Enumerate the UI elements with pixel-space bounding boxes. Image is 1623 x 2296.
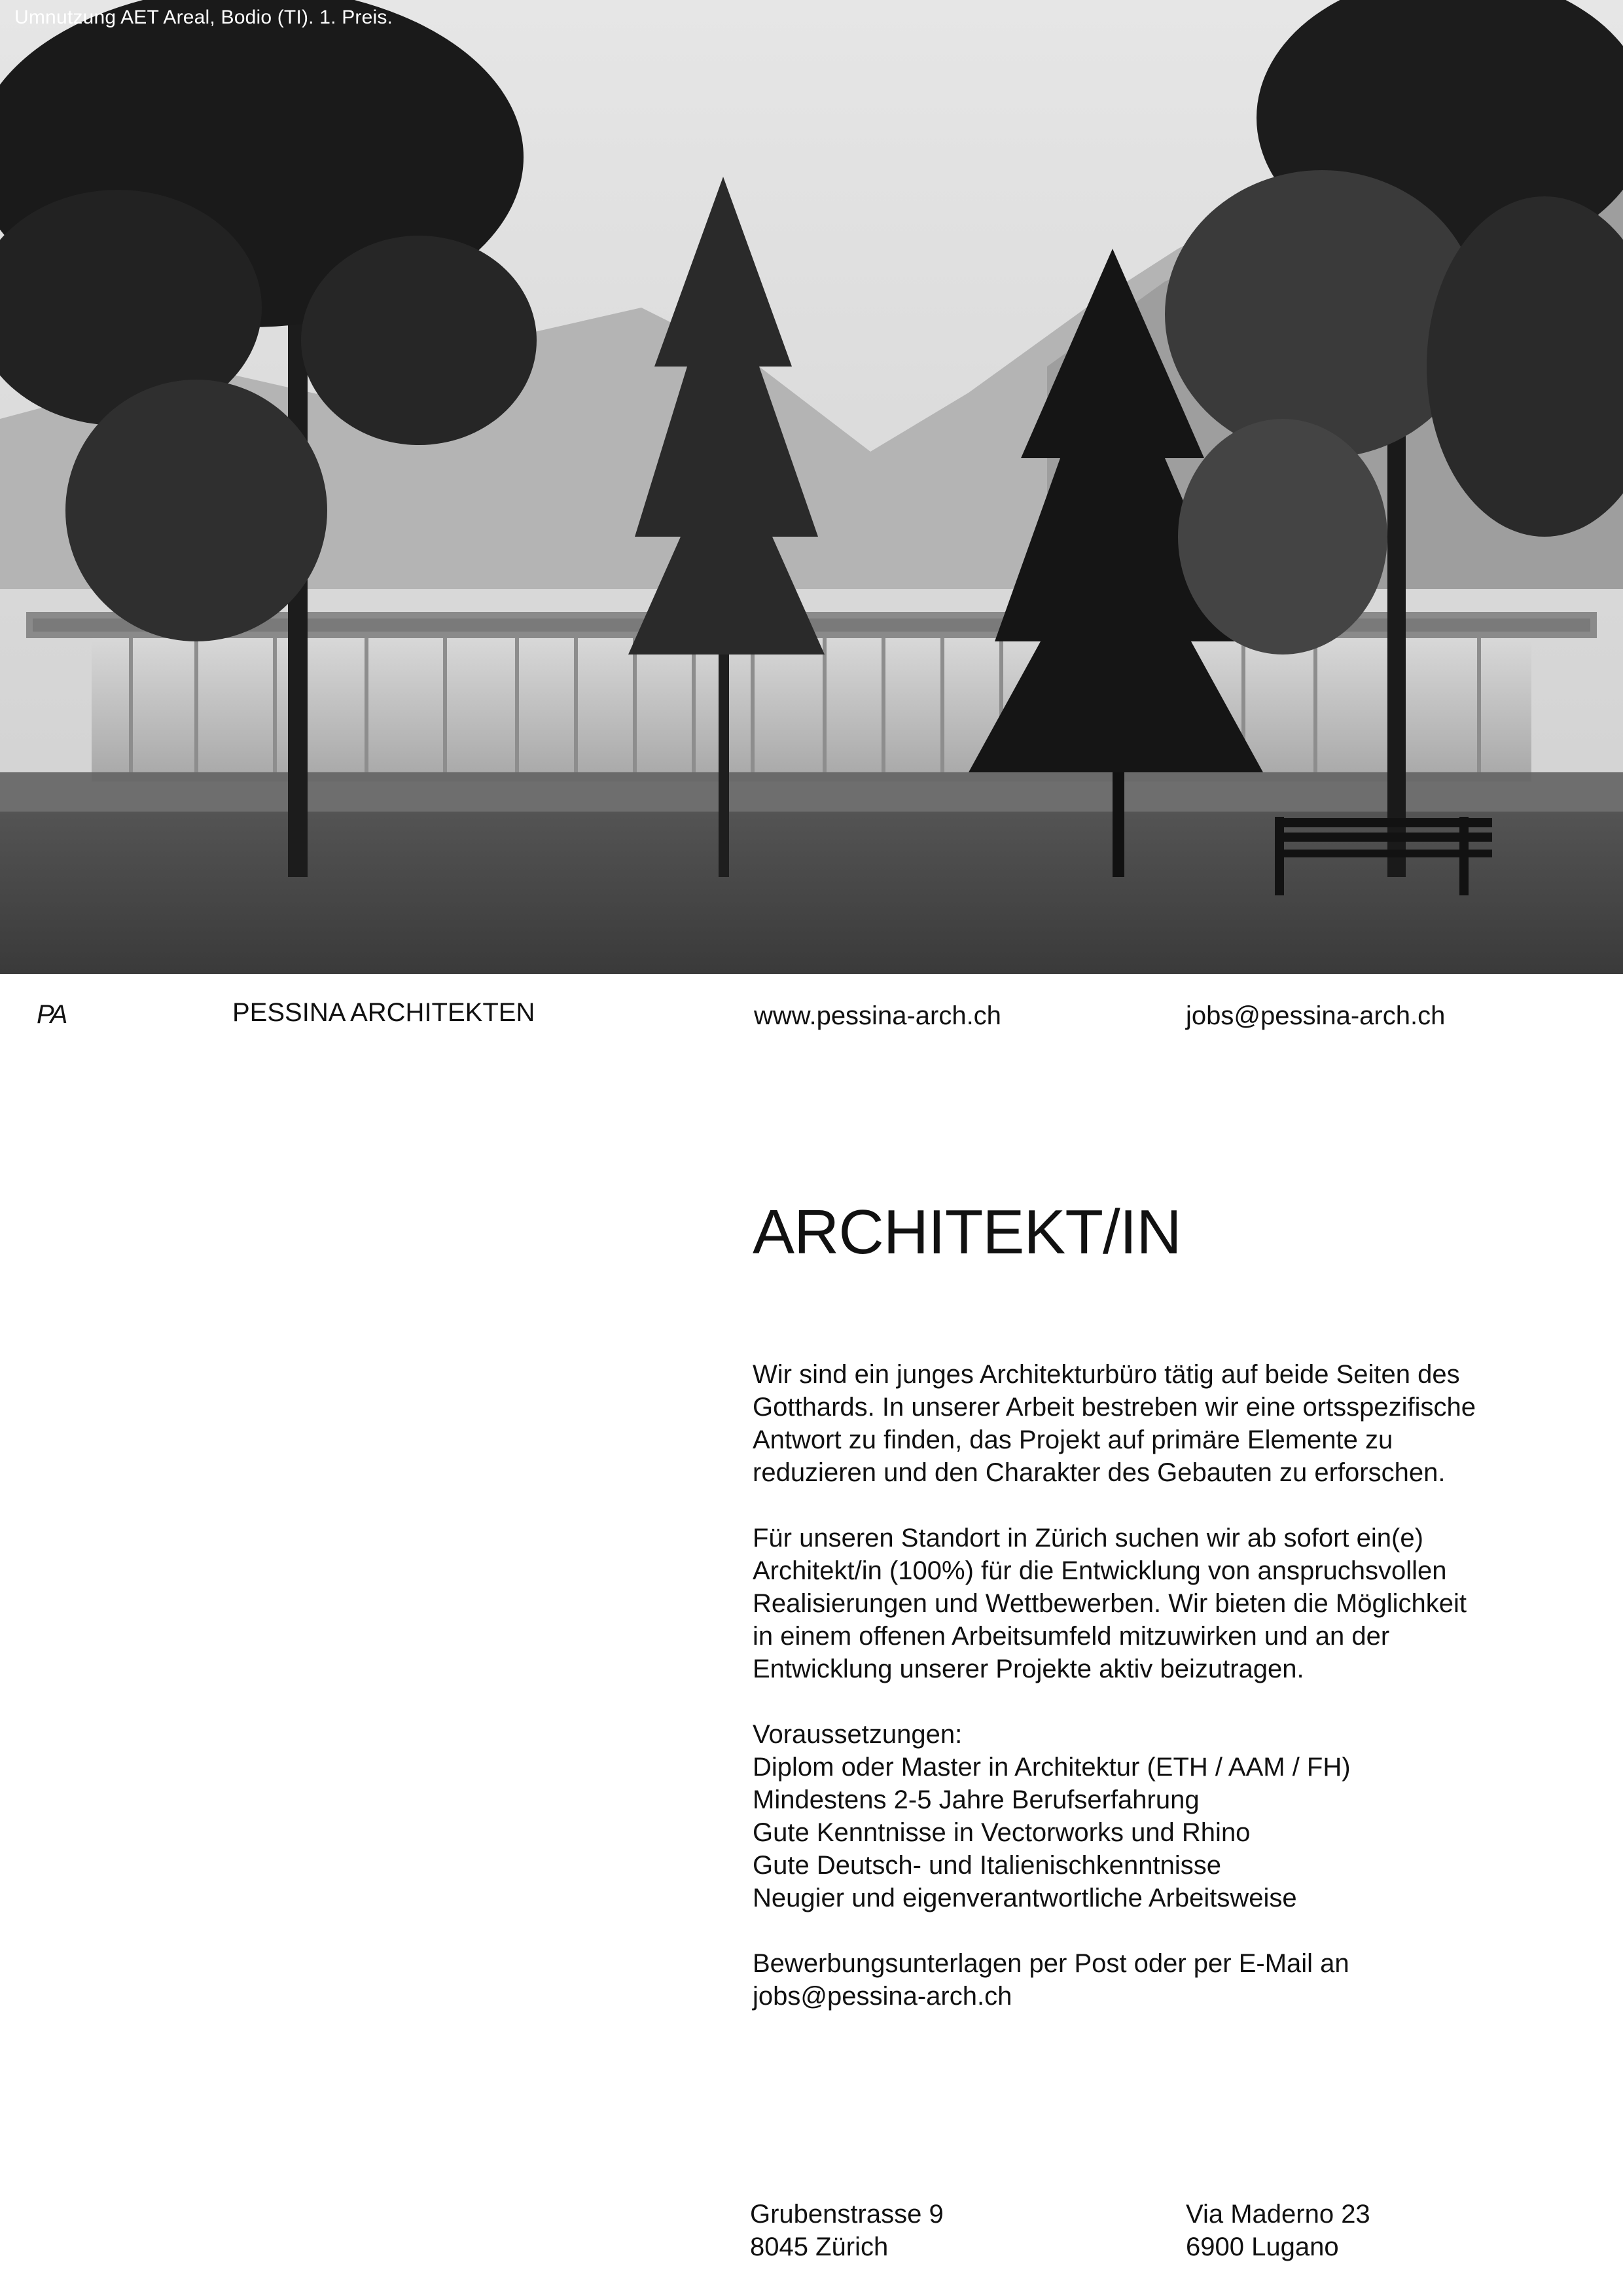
website-link[interactable]: www.pessina-arch.ch <box>754 1001 1001 1030</box>
hero-illustration <box>0 0 1623 974</box>
image-caption: Umnutzung AET Areal, Bodio (TI). 1. Preis. <box>14 7 393 28</box>
address-lugano <box>1186 2198 1370 2263</box>
job-description <box>753 1358 1479 2045</box>
requirement-item: Neugier und eigenverantwortliche Arbeitsweise <box>753 1884 1297 1912</box>
application-block <box>753 1947 1479 2013</box>
address-zurich <box>750 2198 944 2263</box>
requirement-item: Gute Deutsch- und Italienischkenntnisse <box>753 1851 1221 1880</box>
logo: PA <box>37 1000 66 1029</box>
requirement-item: Diplom oder Master in Architektur (ETH / AAM / FH) <box>753 1753 1351 1782</box>
job-title: ARCHITEKT/IN <box>753 1197 1181 1267</box>
requirement-item: Mindestens 2-5 Jahre Berufserfahrung <box>753 1785 1200 1814</box>
address-lugano-street: Via Maderno 23 <box>1186 2200 1370 2229</box>
address-lugano-city: 6900 Lugano <box>1186 2233 1339 2261</box>
firm-name: PESSINA ARCHITEKTEN <box>232 998 535 1027</box>
address-zurich-city: 8045 Zürich <box>750 2233 889 2261</box>
requirement-item: Gute Kenntnisse in Vectorworks und Rhino <box>753 1818 1251 1847</box>
requirements-heading: Voraussetzungen: <box>753 1720 963 1749</box>
requirements-block <box>753 1718 1479 1914</box>
application-email-link[interactable]: jobs@pessina-arch.ch <box>753 1982 1012 2011</box>
address-zurich-street: Grubenstrasse 9 <box>750 2200 944 2229</box>
application-text: Bewerbungsunterlagen per Post oder per E-Mail an <box>753 1949 1349 1978</box>
offer-paragraph: Für unseren Standort in Zürich suchen wir ab sofort ein(e) Architekt/in (100%) für die Entwicklung von anspruchsvollen Realisierungen und Wettbewerben. Wir bieten die Möglichkeit in einem offenen Arbeitsumfeld mitzuwirken und an der Entwicklung unserer Projekte aktiv beizutragen. <box>753 1524 1467 1683</box>
intro-paragraph: Wir sind ein junges Architekturbüro tätig auf beide Seiten des Gotthards. In unserer Arbeit bestreben wir eine ortsspezifische Antwort zu finden, das Projekt auf primäre Elemente zu reduzieren und den Charakter des Gebauten zu erforschen. <box>753 1360 1476 1487</box>
email-link[interactable]: jobs@pessina-arch.ch <box>1186 1001 1446 1030</box>
hero-image <box>0 0 1623 974</box>
